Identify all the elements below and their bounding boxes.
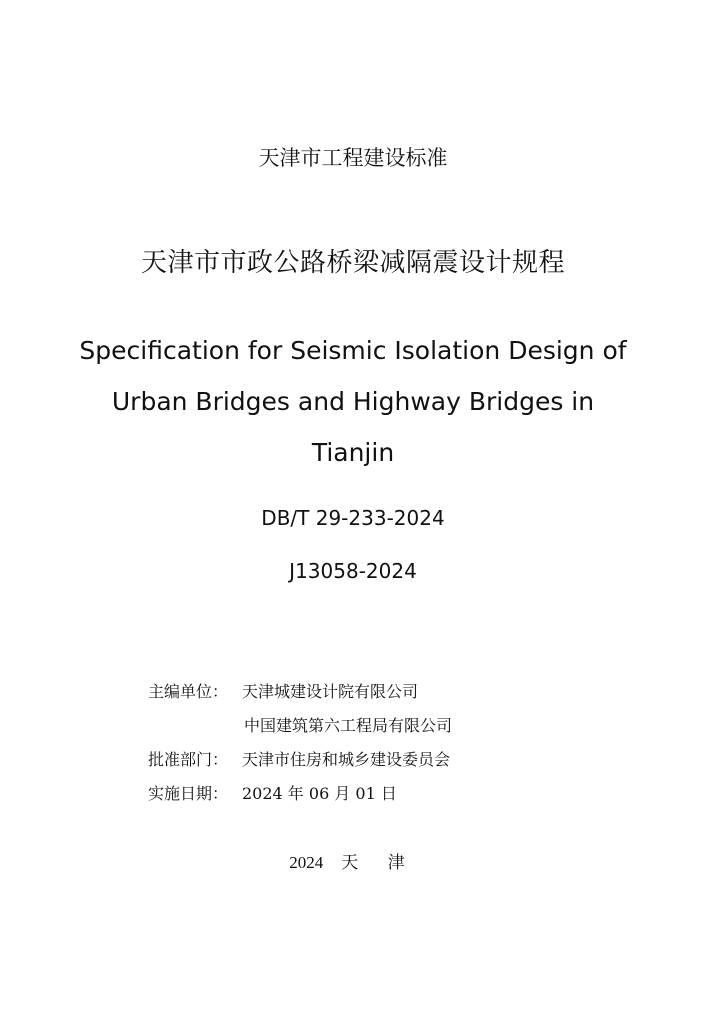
record-number: J13058-2024: [289, 559, 417, 583]
publication-year: 2024: [289, 853, 324, 872]
publication-city: 天 津: [341, 853, 417, 873]
english-title-line-2: Urban Bridges and Highway Bridges in: [111, 387, 595, 416]
chinese-title: 天津市市政公路桥梁减隔震设计规程: [140, 248, 565, 278]
editor-row-2: [148, 713, 568, 747]
english-title-line-3: Tianjin: [311, 438, 395, 467]
date-row: [148, 781, 568, 815]
publication-info: [148, 679, 568, 815]
effective-date: 2024 年 06 月 01 日: [242, 784, 397, 803]
editor-2: 中国建筑第六工程局有限公司: [244, 716, 453, 735]
series-title: 天津市工程建设标准: [258, 146, 448, 170]
approver-label: 批准部门：: [148, 750, 229, 769]
editor-label: 主编单位：: [148, 682, 229, 701]
publication-place-year: [0, 849, 706, 877]
standard-number: DB/T 29-233-2024: [261, 506, 445, 530]
approver: 天津市住房和城乡建设委员会: [242, 750, 451, 769]
english-title-line-1: Specification for Seismic Isolation Design of: [79, 336, 627, 365]
editor-1: 天津城建设计院有限公司: [242, 682, 419, 701]
english-title: [0, 325, 706, 478]
approver-row: [148, 747, 568, 781]
editor-row: [148, 679, 568, 713]
date-label: 实施日期：: [148, 784, 229, 803]
